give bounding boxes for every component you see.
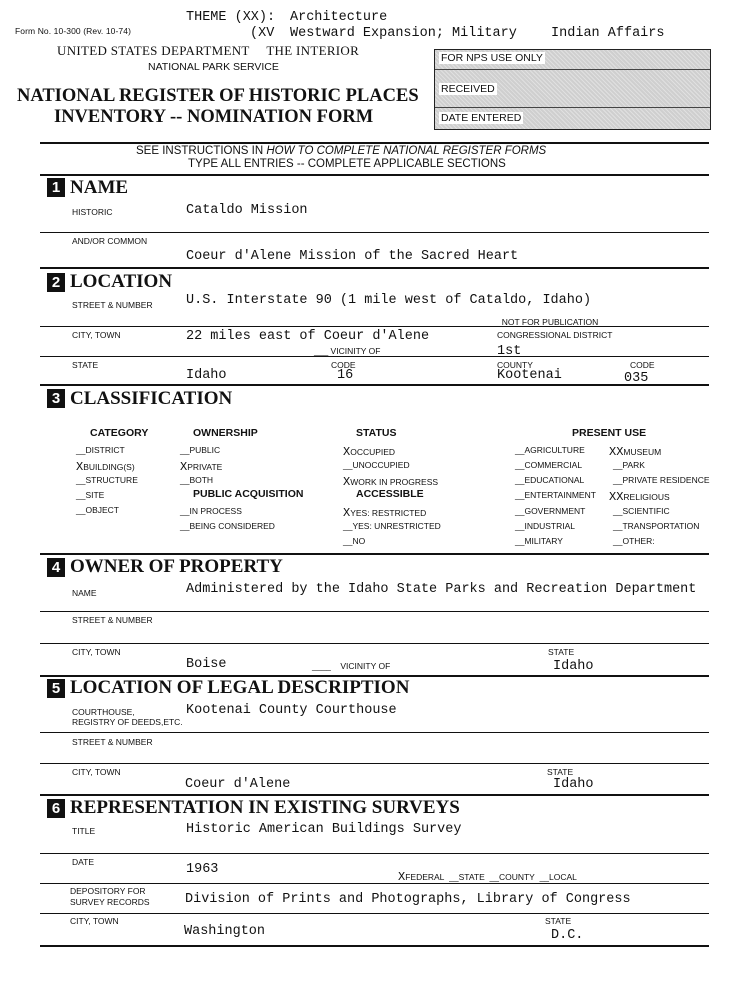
theme-value-1: Architecture [290,10,388,25]
survey-city-label: CITY, TOWN [70,916,119,926]
section-title: REPRESENTATION IN EXISTING SURVEYS [70,797,460,818]
state-value: Idaho [186,368,227,383]
category-site: __SITE [76,490,105,500]
category-district: __DISTRICT [76,445,125,455]
use-military: __MILITARY [515,536,563,546]
street-label: STREET & NUMBER [72,300,153,310]
owner-vicinity: ____ VICINITY OF [312,661,391,671]
section-title: CLASSIFICATION [70,388,233,409]
state-label: STATE [72,360,99,370]
owner-name: Administered by the Idaho State Parks and Recreation Department [186,582,697,597]
divider [40,384,709,386]
legal-city-label: CITY, TOWN [72,767,121,777]
state-code-value: 16 [337,368,354,383]
county-value: Kootenai [497,368,562,383]
use-museum: XXMUSEUM [609,445,662,459]
status-work-in-progress: XWORK IN PROGRESS [343,475,439,489]
theme-value-2: Westward Expansion; Military Indian Affairs [290,26,665,41]
use-scientific: __SCIENTIFIC [613,506,670,516]
use-government: __GOVERNMENT [515,506,586,516]
not-for-publication: _NOT FOR PUBLICATION [497,317,599,327]
section-title: OWNER OF PROPERTY [70,556,283,577]
divider [40,356,709,357]
legal-state: Idaho [553,777,594,792]
use-transportation: __TRANSPORTATION [613,521,700,531]
divider [40,913,709,914]
common-name-label: AND/OR COMMON [72,236,148,246]
owner-city-label: CITY, TOWN [72,647,121,657]
section-number: 2 [47,273,65,292]
owner-city: Boise [186,657,227,672]
section-number: 4 [47,558,65,577]
date-entered-label: DATE ENTERED [441,112,522,124]
divider [40,267,709,269]
divider [40,853,709,854]
accessible-restricted: XYES: RESTRICTED [343,506,427,520]
depository-value: Division of Prints and Photographs, Library of Congress [185,892,631,907]
divider [40,553,709,555]
congressional-district-value: 1st [497,344,522,359]
status-unoccupied: __UNOCCUPIED [343,460,410,470]
section-number: 3 [47,389,65,408]
divider [40,643,709,644]
section-title: LOCATION OF LEGAL DESCRIPTION [70,677,410,698]
use-educational: __EDUCATIONAL [515,475,585,485]
courthouse-value: Kootenai County Courthouse [186,703,397,718]
divider [40,883,709,884]
use-other: __OTHER: [613,536,655,546]
instructions-line-1: SEE INSTRUCTIONS IN HOW TO COMPLETE NATIONAL REGISTER FORMS [136,145,547,157]
survey-city: Washington [184,924,266,939]
theme-label-2: (XV [250,26,275,41]
use-private-residence: __PRIVATE RESIDENCE [613,475,710,485]
divider [40,945,709,947]
use-park: __PARK [613,460,645,470]
nps-use-only-box [434,49,711,130]
survey-level-options: XFEDERAL __STATE __COUNTY __LOCAL [398,870,577,884]
owner-street-label: STREET & NUMBER [72,615,153,625]
legal-street-label: STREET & NUMBER [72,737,153,747]
section-number: 1 [47,178,65,197]
theme-label-1: THEME (XX): [186,10,276,25]
divider [40,174,709,176]
acquisition-in-process: __IN PROCESS [180,506,242,516]
accessible-unrestricted: __YES: UNRESTRICTED [343,521,441,531]
instructions-line-2: TYPE ALL ENTRIES -- COMPLETE APPLICABLE SECTIONS [188,158,506,170]
use-commercial: __COMMERCIAL [515,460,583,470]
use-religious: XXRELIGIOUS [609,490,670,504]
present-use-header: PRESENT USE [572,427,647,439]
category-object: __OBJECT [76,505,119,515]
divider [40,611,709,612]
public-acquisition-header: PUBLIC ACQUISITION [193,488,304,500]
survey-state: D.C. [551,928,584,943]
category-building: XBUILDING(S) [76,460,135,474]
form-title-line-1: NATIONAL REGISTER OF HISTORIC PLACES [17,86,419,106]
nps-use-only-label: FOR NPS USE ONLY [441,52,543,64]
divider [40,326,709,327]
legal-city: Coeur d'Alene [185,777,291,792]
received-label: RECEIVED [441,83,495,95]
ownership-header: OWNERSHIP [193,427,258,439]
county-code-value: 035 [624,371,649,386]
section-number: 5 [47,679,65,698]
depository-label-1: DEPOSITORY FOR [70,886,146,896]
owner-state-label: STATE [548,647,575,657]
vicinity-label: ___ VICINITY OF [314,346,381,356]
divider [40,142,709,144]
registry-label: REGISTRY OF DEEDS,ETC. [72,717,183,727]
nps-divider [435,107,710,108]
survey-title: Historic American Buildings Survey [186,822,462,837]
code-label: CODE [331,360,356,370]
ownership-private: XPRIVATE [180,460,223,474]
divider [40,232,709,233]
survey-date: 1963 [186,862,219,877]
acquisition-being-considered: __BEING CONSIDERED [180,521,275,531]
street-value: U.S. Interstate 90 (1 mile west of Cataldo, Idaho) [186,293,592,308]
city-label: CITY, TOWN [72,330,121,340]
nps-divider [435,69,710,70]
courthouse-label: COURTHOUSE, [72,707,135,717]
county-label: COUNTY [497,360,533,370]
use-industrial: __INDUSTRIAL [515,521,575,531]
historic-name: Cataldo Mission [186,203,308,218]
department-name: UNITED STATES DEPARTMENT THE INTERIOR [57,43,360,58]
use-agriculture: __AGRICULTURE [515,445,585,455]
ownership-both: __BOTH [180,475,214,485]
form-number: Form No. 10-300 (Rev. 10-74) [15,26,132,36]
owner-state: Idaho [553,659,594,674]
depository-label-2: SURVEY RECORDS [70,897,150,907]
owner-name-label: NAME [72,588,97,598]
divider [40,732,709,733]
section-title: NAME [70,177,129,198]
status-occupied: XOCCUPIED [343,445,396,459]
common-name: Coeur d'Alene Mission of the Sacred Heart [186,249,519,264]
status-header: STATUS [356,427,397,439]
survey-title-label: TITLE [72,826,96,836]
divider [40,794,709,796]
use-entertainment: __ENTERTAINMENT [515,490,596,500]
legal-state-label: STATE [547,767,574,777]
city-value: 22 miles east of Coeur d'Alene [186,329,430,344]
category-structure: __STRUCTURE [76,475,138,485]
code-label: CODE [630,360,655,370]
divider [40,763,709,764]
ownership-public: __PUBLIC [180,445,221,455]
survey-date-label: DATE [72,857,95,867]
section-number: 6 [47,799,65,818]
survey-state-label: STATE [545,916,572,926]
accessible-header: ACCESSIBLE [356,488,424,500]
form-title-line-2: INVENTORY -- NOMINATION FORM [54,107,374,127]
category-header: CATEGORY [90,427,149,439]
section-title: LOCATION [70,271,173,292]
service-name: NATIONAL PARK SERVICE [148,61,279,73]
historic-label: HISTORIC [72,207,113,217]
congressional-district-label: CONGRESSIONAL DISTRICT [497,330,613,340]
accessible-no: __NO [343,536,366,546]
